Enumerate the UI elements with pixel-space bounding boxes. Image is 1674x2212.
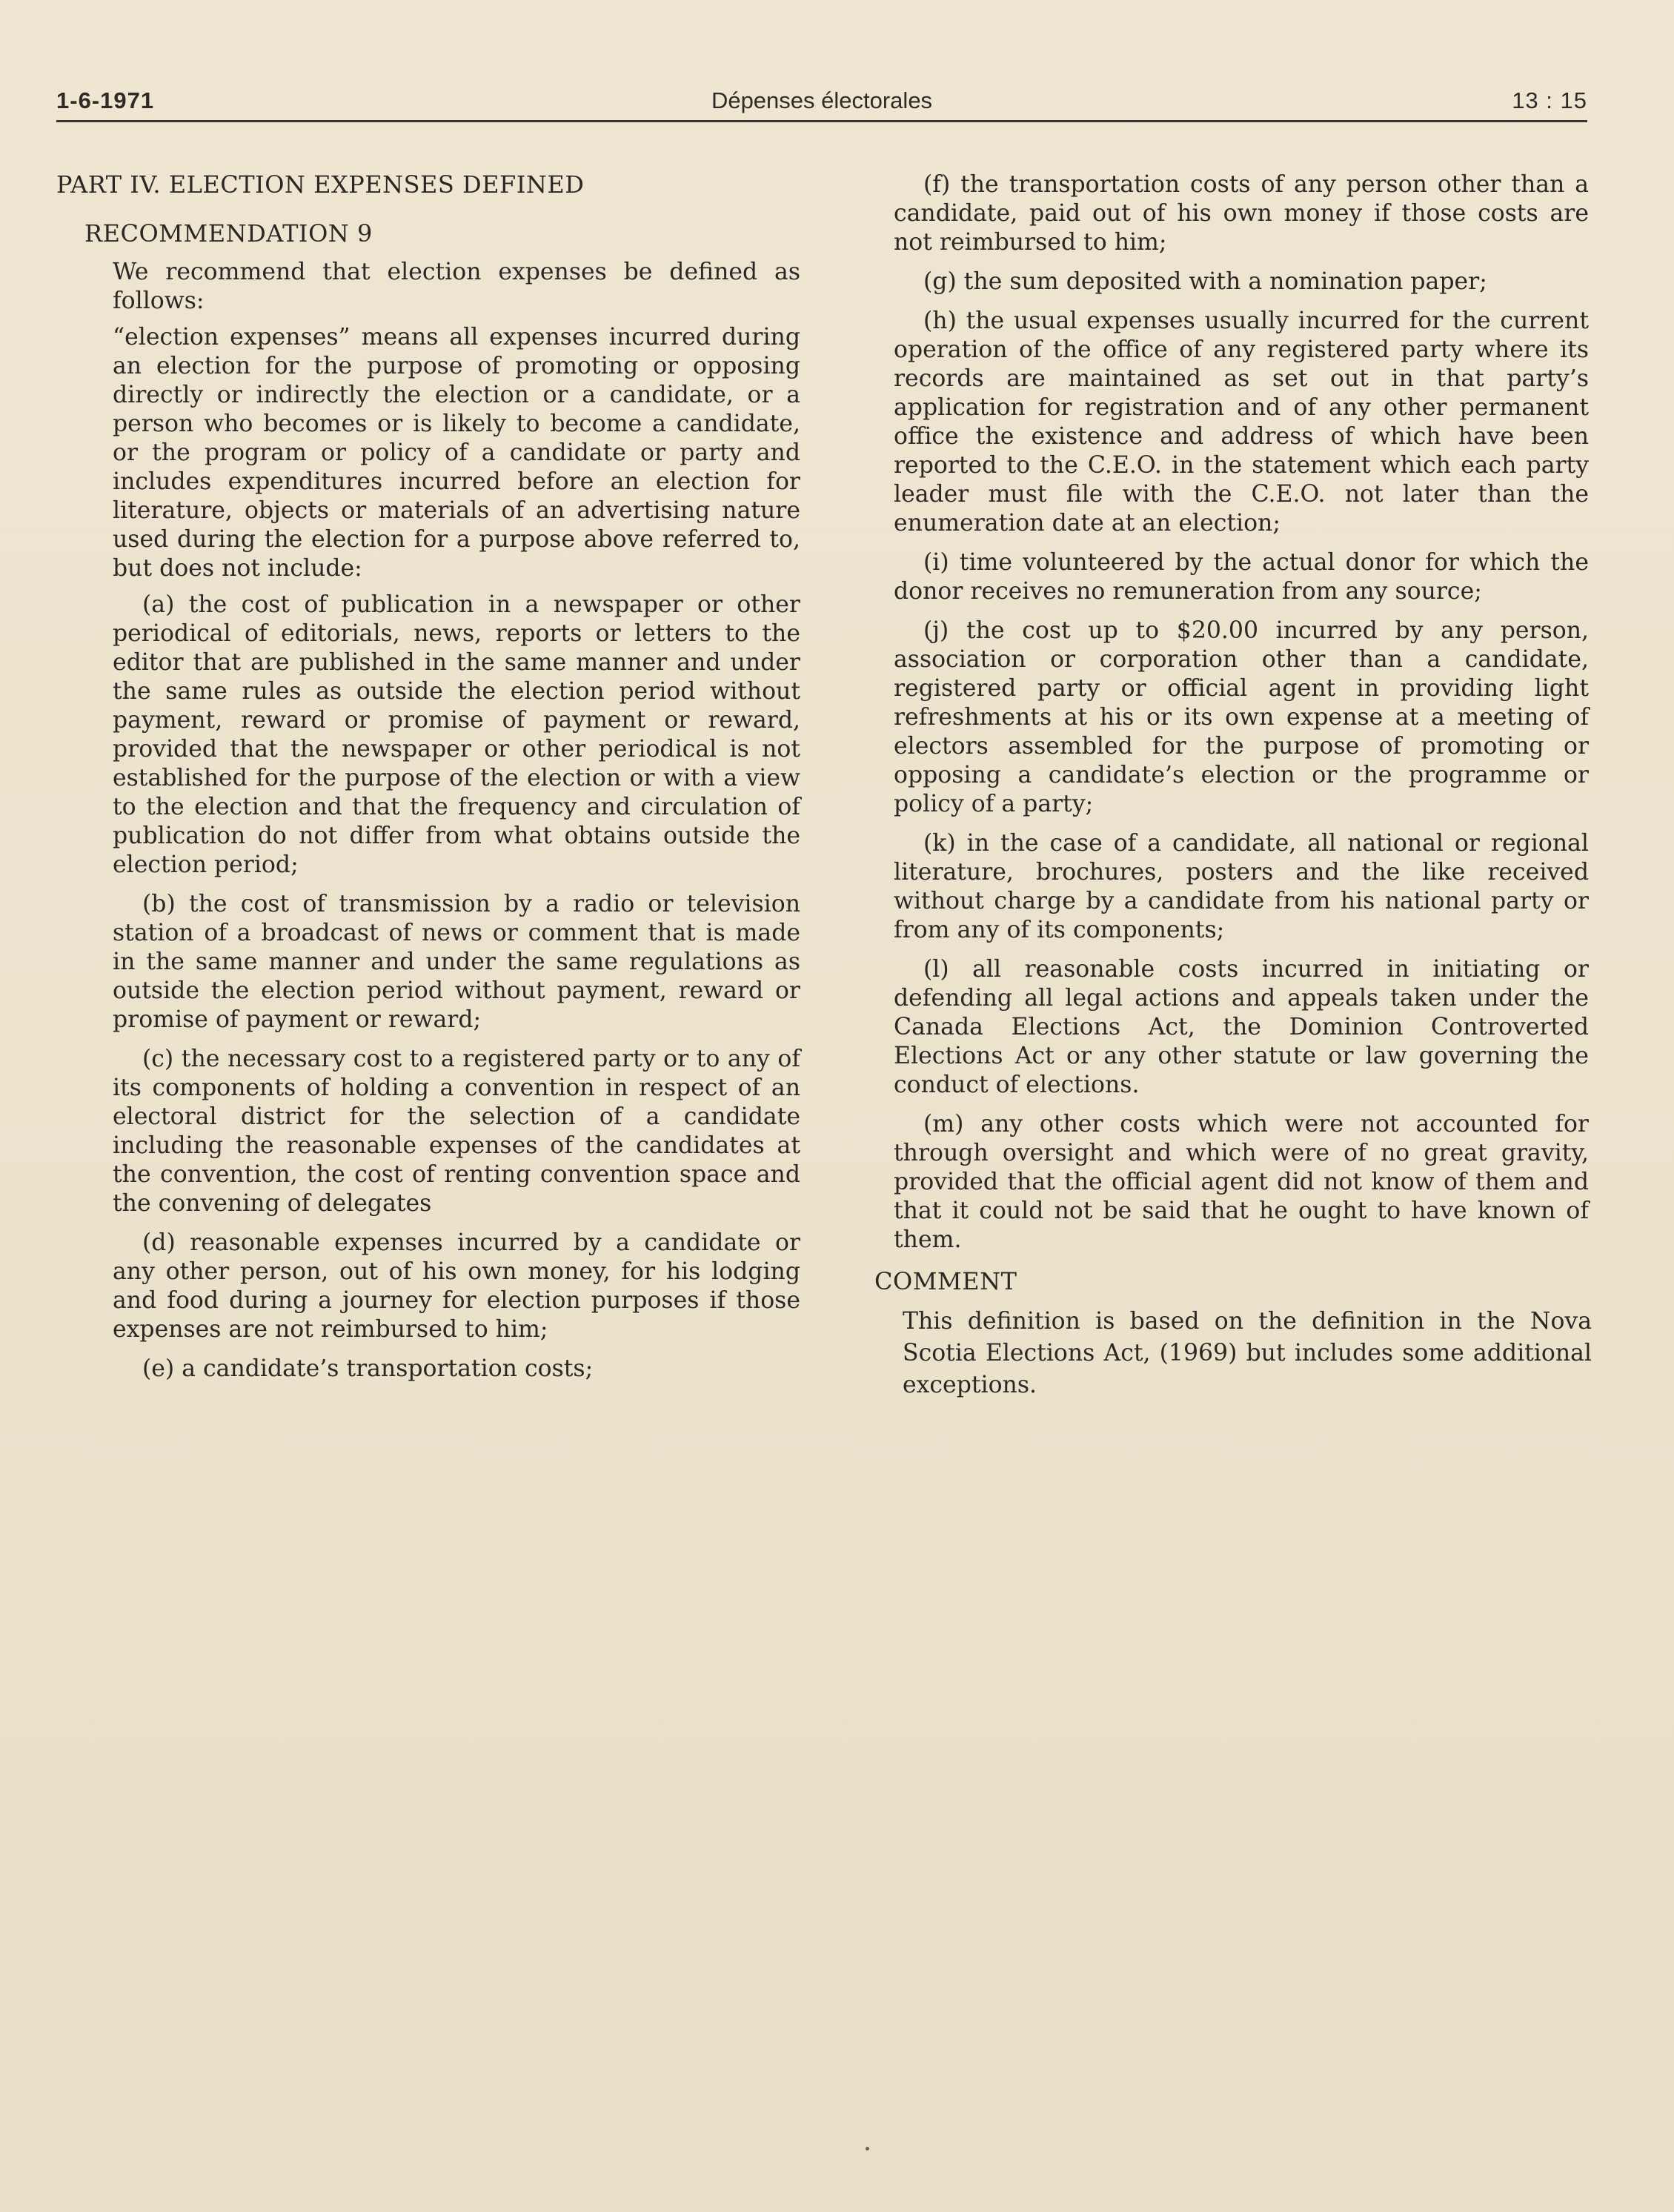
recommendation-intro: We recommend that election expenses be defined as follows:	[113, 259, 800, 314]
page-header	[56, 83, 1587, 120]
exception-item-f: (f) the transportation costs of any person other than a candidate, paid out of his own money if those costs are not reimbursed to him;	[894, 171, 1589, 256]
exception-item-g: (g) the sum deposited with a nomination paper;	[923, 268, 1487, 295]
comment-text: This definition is based on the definition in the Nova Scotia Elections Act, (1969) but includes some additional exceptions.	[903, 1308, 1592, 1398]
right-column	[894, 170, 1589, 1265]
comment-heading: COMMENT	[874, 1267, 1017, 1295]
exception-item-e: (e) a candidate’s transportation costs;	[142, 1355, 594, 1382]
exception-item-i: (i) time volunteered by the actual donor for which the donor receives no remuneration from any source;	[894, 549, 1589, 605]
header-date: 1-6-1971	[56, 87, 155, 113]
exception-item-b: (b) the cost of transmission by a radio or television station of a broadcast of news or comment that is made in the same manner and under the same regulations as outside the election period without payment, reward or promise of payment or reward;	[113, 891, 800, 1033]
exception-item-k: (k) in the case of a candidate, all national or regional literature, brochures, posters and the like received without charge by a candidate from his national party or from any of its components;	[894, 830, 1589, 943]
header-rule	[56, 120, 1587, 122]
part-title: PART IV. ELECTION EXPENSES DEFINED	[56, 170, 585, 199]
exception-item-d: (d) reasonable expenses incurred by a candidate or any other person, out of his own money, for his lodging and food during a journey for election purposes if those expenses are not reimbursed to him;	[113, 1229, 800, 1343]
paper-speck	[866, 2147, 869, 2150]
exception-item-l: (l) all reasonable costs incurred in initiating or defending all legal actions and appeals taken under the Canada Elections Act, the Dominion Controverted Elections Act or any other statute or law governing the conduct of elections.	[894, 956, 1589, 1098]
definition-text: “election expenses” means all expenses incurred during an election for the purpose of promoting or opposing directly or indirectly the election or a candidate, or a person who becomes or is likely to become a candidate, or the program or policy of a candidate or party and includes expenditures incurred before an election for literature, objects or materials of an advertising nature used during the election for a purpose above referred to, but does not include:	[113, 324, 800, 582]
recommendation-title: RECOMMENDATION 9	[84, 219, 373, 248]
exception-item-h: (h) the usual expenses usually incurred for the current operation of the office of any registered party where its records are maintained as set out in that party’s application for registration and of any other permanent office the existence and address of which have been reported to the C.E.O. in the statement which each party leader must file with the C.E.O. not later than the enumeration date at an election;	[894, 308, 1589, 537]
exception-item-a: (a) the cost of publication in a newspaper or other periodical of editorials, news, reports or letters to the editor that are published in the same manner and under the same rules as outside the election period without payment, reward or promise of payment or reward, provided that the newspaper or other periodical is not established for the purpose of the election or with a view to the election and that the frequency and circulation of publication do not differ from what obtains outside the election period;	[113, 591, 800, 878]
exception-item-m: (m) any other costs which were not accounted for through oversight and which were of no great gravity, provided that the official agent did not know of them and that it could not be said that he ought to have known of them.	[894, 1111, 1589, 1253]
header-page-ref: 13 : 15	[1512, 87, 1587, 113]
header-title: Dépenses électorales	[711, 87, 933, 113]
exception-item-j: (j) the cost up to $20.00 incurred by any person, association or corporation other than a candidate, registered party or official agent in providing light refreshments at his or its own expense at a meeting of electors assembled for the purpose of promoting or opposing a candidate’s election or the programme or policy of a party;	[894, 617, 1589, 817]
exception-item-c: (c) the necessary cost to a registered party or to any of its components of holding a convention in respect of an electoral district for the selection of a candidate including the reasonable expenses of the candidates at the convention, the cost of renting convention space and the convening of delegates	[113, 1046, 800, 1217]
left-column-body	[113, 258, 800, 1394]
